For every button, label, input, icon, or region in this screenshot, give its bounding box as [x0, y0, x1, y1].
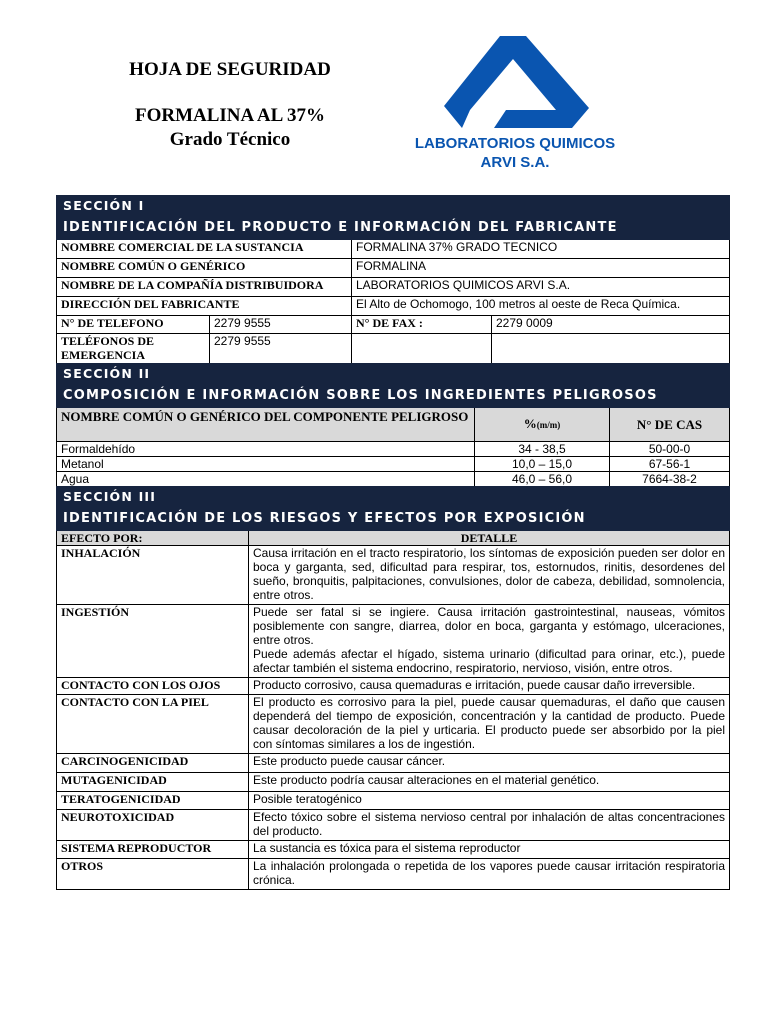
- s1-emergency-label: TELÉFONOS DE EMERGENCIA: [57, 334, 210, 364]
- s2-row1-cas: 50-00-0: [610, 442, 730, 457]
- s3-effect-carcinogenicity: CARCINOGENICIDAD: [57, 754, 249, 773]
- s3-detail-teratogenicity: Posible teratogénico: [249, 792, 730, 810]
- section1-label: SECCIÓN I: [57, 196, 730, 217]
- s2-row3-name: Agua: [57, 472, 475, 487]
- table-row: [57, 841, 730, 859]
- section3-table: [56, 486, 730, 890]
- s1-fax-value: 2279 0009: [492, 316, 730, 334]
- s1-emergency-value: 2279 9555: [210, 334, 352, 364]
- product-grade: Grado Técnico: [169, 129, 291, 150]
- s3-effect-mutagenicity: MUTAGENICIDAD: [57, 773, 249, 792]
- section2-label: SECCIÓN II: [57, 364, 730, 385]
- s3-effect-neurotoxicity: NEUROTOXICIDAD: [57, 810, 249, 841]
- table-row: [57, 442, 730, 457]
- s2-row2-name: Metanol: [57, 457, 475, 472]
- s3-effect-ingestion: INGESTIÓN: [57, 605, 249, 678]
- s3-ingestion-para2: Puede además afectar el hígado, sistema urinario (dificultad para orinar, etc.), puede afectar también el sistema endocrino, respiratorio, nervioso, visión, entre otros.: [253, 647, 726, 675]
- table-row: [57, 810, 730, 841]
- s1-fax-label: N° DE FAX :: [352, 316, 492, 334]
- s1-phone-value: 2279 9555: [210, 316, 352, 334]
- s2-row2-cas: 67-56-1: [610, 457, 730, 472]
- s3-effect-inhalation: INHALACIÓN: [57, 546, 249, 605]
- table-row: [57, 457, 730, 472]
- s2-col-cas-header: N° DE CAS: [610, 408, 730, 442]
- s3-ingestion-para1: Puede ser fatal si se ingiere. Causa irritación gastrointestinal, nauseas, vómitos posiblemente con sangre, diarrea, dolor en boca, garganta y estómago, ulceraciones, entre otros.: [253, 605, 726, 647]
- s3-effect-eyes: CONTACTO CON LOS OJOS: [57, 678, 249, 695]
- s2-row2-pct: 10,0 – 15,0: [475, 457, 610, 472]
- s2-row1-pct: 34 - 38,5: [475, 442, 610, 457]
- section1-table: [56, 195, 730, 364]
- table-row: [57, 754, 730, 773]
- section2-table: [56, 363, 730, 487]
- s3-detail-ingestion: [249, 605, 730, 678]
- logo-text: [410, 134, 620, 172]
- s3-col-detail-header: DETALLE: [249, 531, 730, 546]
- s2-row3-pct: 46,0 – 56,0: [475, 472, 610, 487]
- product-name: FORMALINA AL 37%: [134, 105, 326, 126]
- title-block: [90, 58, 370, 152]
- triangle-logo-icon: [444, 36, 589, 128]
- section2-title: COMPOSICIÓN E INFORMACIÓN SOBRE LOS INGREDIENTES PELIGROSOS: [57, 385, 730, 408]
- s1-common-name-label: NOMBRE COMÚN O GENÉRICO: [57, 259, 352, 278]
- s1-company-label: NOMBRE DE LA COMPAÑÍA DISTRIBUIDORA: [57, 278, 352, 297]
- s2-col-name-header: NOMBRE COMÚN O GENÉRICO DEL COMPONENTE PELIGROSO: [57, 408, 475, 442]
- s2-col-pct-header: [475, 408, 610, 442]
- s1-commercial-name-label: NOMBRE COMERCIAL DE LA SUSTANCIA: [57, 240, 352, 259]
- s1-commercial-name-value: FORMALINA 37% GRADO TECNICO: [352, 240, 730, 259]
- table-row: [57, 472, 730, 487]
- s3-detail-mutagenicity: Este producto podría causar alteraciones en el material genético.: [249, 773, 730, 792]
- s1-phone-label: N° DE TELEFONO: [57, 316, 210, 334]
- document-header: [0, 0, 768, 190]
- s2-pct-unit: (m/m): [536, 420, 561, 430]
- s2-pct-symbol: %: [523, 416, 537, 431]
- s2-row1-name: Formaldehído: [57, 442, 475, 457]
- table-row: [57, 695, 730, 754]
- table-row: [57, 546, 730, 605]
- table-row: [57, 678, 730, 695]
- s3-detail-carcinogenicity: Este producto puede causar cáncer.: [249, 754, 730, 773]
- s3-effect-others: OTROS: [57, 859, 249, 890]
- s3-detail-inhalation: Causa irritación en el tracto respiratorio, los síntomas de exposición pueden ser dolor en boca y garganta, sed, dificultad para respirar, tos, estornudos, rinitis, desordenes del sueño, bronquitis, palpitaciones, convulsiones, dolor de cabeza, debilidad, somnolencia, entre otros.: [249, 546, 730, 605]
- safety-sheet-tables: [56, 195, 729, 890]
- logo-line1: LABORATORIOS QUIMICOS: [414, 135, 616, 152]
- s1-empty-cell-1: [352, 334, 492, 364]
- section1-title: IDENTIFICACIÓN DEL PRODUCTO E INFORMACIÓN DEL FABRICANTE: [57, 217, 730, 240]
- s1-address-value: El Alto de Ochomogo, 100 metros al oeste de Reca Química.: [352, 297, 730, 316]
- table-row: [57, 773, 730, 792]
- table-row: [57, 792, 730, 810]
- s3-detail-others: La inhalación prolongada o repetida de los vapores puede causar irritación respiratoria crónica.: [249, 859, 730, 890]
- table-row: [57, 605, 730, 678]
- s3-detail-skin: El producto es corrosivo para la piel, puede causar quemaduras, el daño que causen dependerá del tiempo de exposición, concentración y la cantidad de producto. Puede causar decoloración de la piel y urticaria. El producto puede ser absorbido por la piel con síntomas similares a los de ingestión.: [249, 695, 730, 754]
- document-title: HOJA DE SEGURIDAD: [129, 59, 331, 80]
- s3-detail-reproductive: La sustancia es tóxica para el sistema reproductor: [249, 841, 730, 859]
- s3-effect-skin: CONTACTO CON LA PIEL: [57, 695, 249, 754]
- company-logo: [410, 36, 620, 186]
- section3-label: SECCIÓN III: [57, 487, 730, 508]
- s3-detail-neurotoxicity: Efecto tóxico sobre el sistema nervioso central por inhalación de altas concentraciones del producto.: [249, 810, 730, 841]
- logo-line2: ARVI S.A.: [480, 154, 550, 171]
- section3-title: IDENTIFICACIÓN DE LOS RIESGOS Y EFECTOS POR EXPOSICIÓN: [57, 508, 730, 531]
- s3-effect-teratogenicity: TERATOGENICIDAD: [57, 792, 249, 810]
- s2-row3-cas: 7664-38-2: [610, 472, 730, 487]
- table-row: [57, 859, 730, 890]
- s1-company-value: LABORATORIOS QUIMICOS ARVI S.A.: [352, 278, 730, 297]
- s1-common-name-value: FORMALINA: [352, 259, 730, 278]
- s1-empty-cell-2: [492, 334, 730, 364]
- s3-detail-eyes: Producto corrosivo, causa quemaduras e irritación, puede causar daño irreversible.: [249, 678, 730, 695]
- s3-effect-reproductive: SISTEMA REPRODUCTOR: [57, 841, 249, 859]
- s1-address-label: DIRECCIÓN DEL FABRICANTE: [57, 297, 352, 316]
- s3-col-effect-header: EFECTO POR:: [57, 531, 249, 546]
